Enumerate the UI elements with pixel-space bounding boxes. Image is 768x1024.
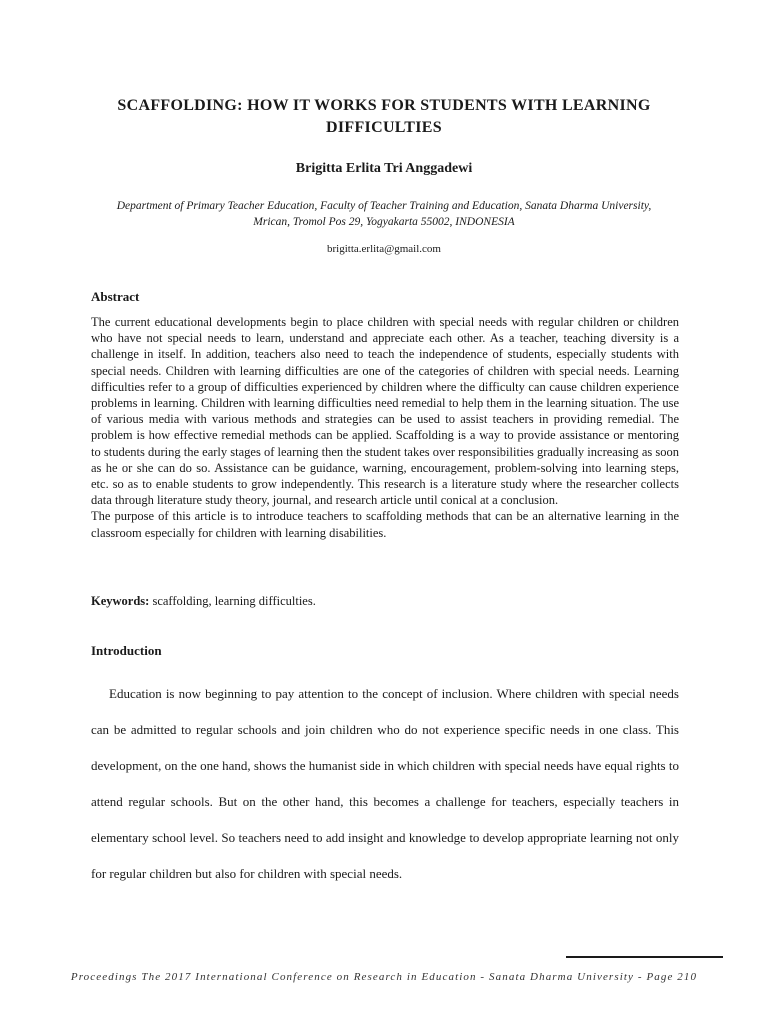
- author-name: Brigitta Erlita Tri Anggadewi: [295, 161, 473, 176]
- page-footer: Proceedings The 2017 International Conference on Research in Education - Sanata Dharma University - Page 210: [70, 971, 698, 983]
- keywords-label: Keywords:: [91, 594, 150, 608]
- keywords: [91, 594, 316, 609]
- author-email: brigitta.erlita@gmail.com: [327, 243, 441, 255]
- abstract-paragraph: The purpose of this article is to introduce teachers to scaffolding methods that can be an alternative learning in the classroom especially for children with learning disabilities.: [91, 509, 679, 540]
- introduction-heading: Introduction: [91, 643, 162, 658]
- keywords-text: scaffolding, learning difficulties.: [149, 594, 316, 608]
- introduction-paragraph: Education is now beginning to pay attention to the concept of inclusion. Where children with special needs can be admitted to regular schools and join children who do not experience specific needs in one class. This development, on the one hand, shows the humanist side in which children with special needs have equal rights to attend regular schools. But on the other hand, this becomes a challenge for teachers, especially teachers in elementary school level. So teachers need to add insight and knowledge to develop appropriate learning not only for regular children but also for children with special needs.: [91, 686, 679, 881]
- abstract-heading: Abstract: [91, 289, 140, 304]
- paper-title: SCAFFOLDING: HOW IT WORKS FOR STUDENTS WITH LEARNING DIFFICULTIES: [117, 97, 651, 136]
- abstract-paragraph: The current educational developments begin to place children with special needs with regular children or children who have not special needs to learn, understand and appreciate each other. As a teacher, teaching diversity is a challenge in itself. In addition, teachers also need to teach the independence of students, especially students with special needs. Children with learning difficulties are one of the categories of children with special needs. Learning difficulties refer to a group of difficulties experienced by children where the difficulty can cause children experience problems in learning. Children with learning difficulties need remedial to help them in the learning situation. The use of various media with various methods and strategies can be used to assist teachers in providing remedial. The problem is how effective remedial methods can be applied. Scaffolding is a way to provide assistance or mentoring to students during the early stages of learning then the student takes over responsibilities gradually increasing as soon as he or she can do so. Assistance can be guidance, warning, encouragement, problem-solving into learning steps, etc. so as to enable students to grow independently. This research is a literature study where the researcher collects data through literature study theory, journal, and research article until conical at a conclusion.: [91, 315, 679, 508]
- author-affiliation: Department of Primary Teacher Education, Faculty of Teacher Training and Education, Sanata Dharma University, Mrican, Tromol Pos 29, Yogyakarta 55002, INDONESIA: [116, 200, 652, 228]
- footnote-divider: [566, 956, 723, 958]
- abstract-body: [91, 314, 679, 541]
